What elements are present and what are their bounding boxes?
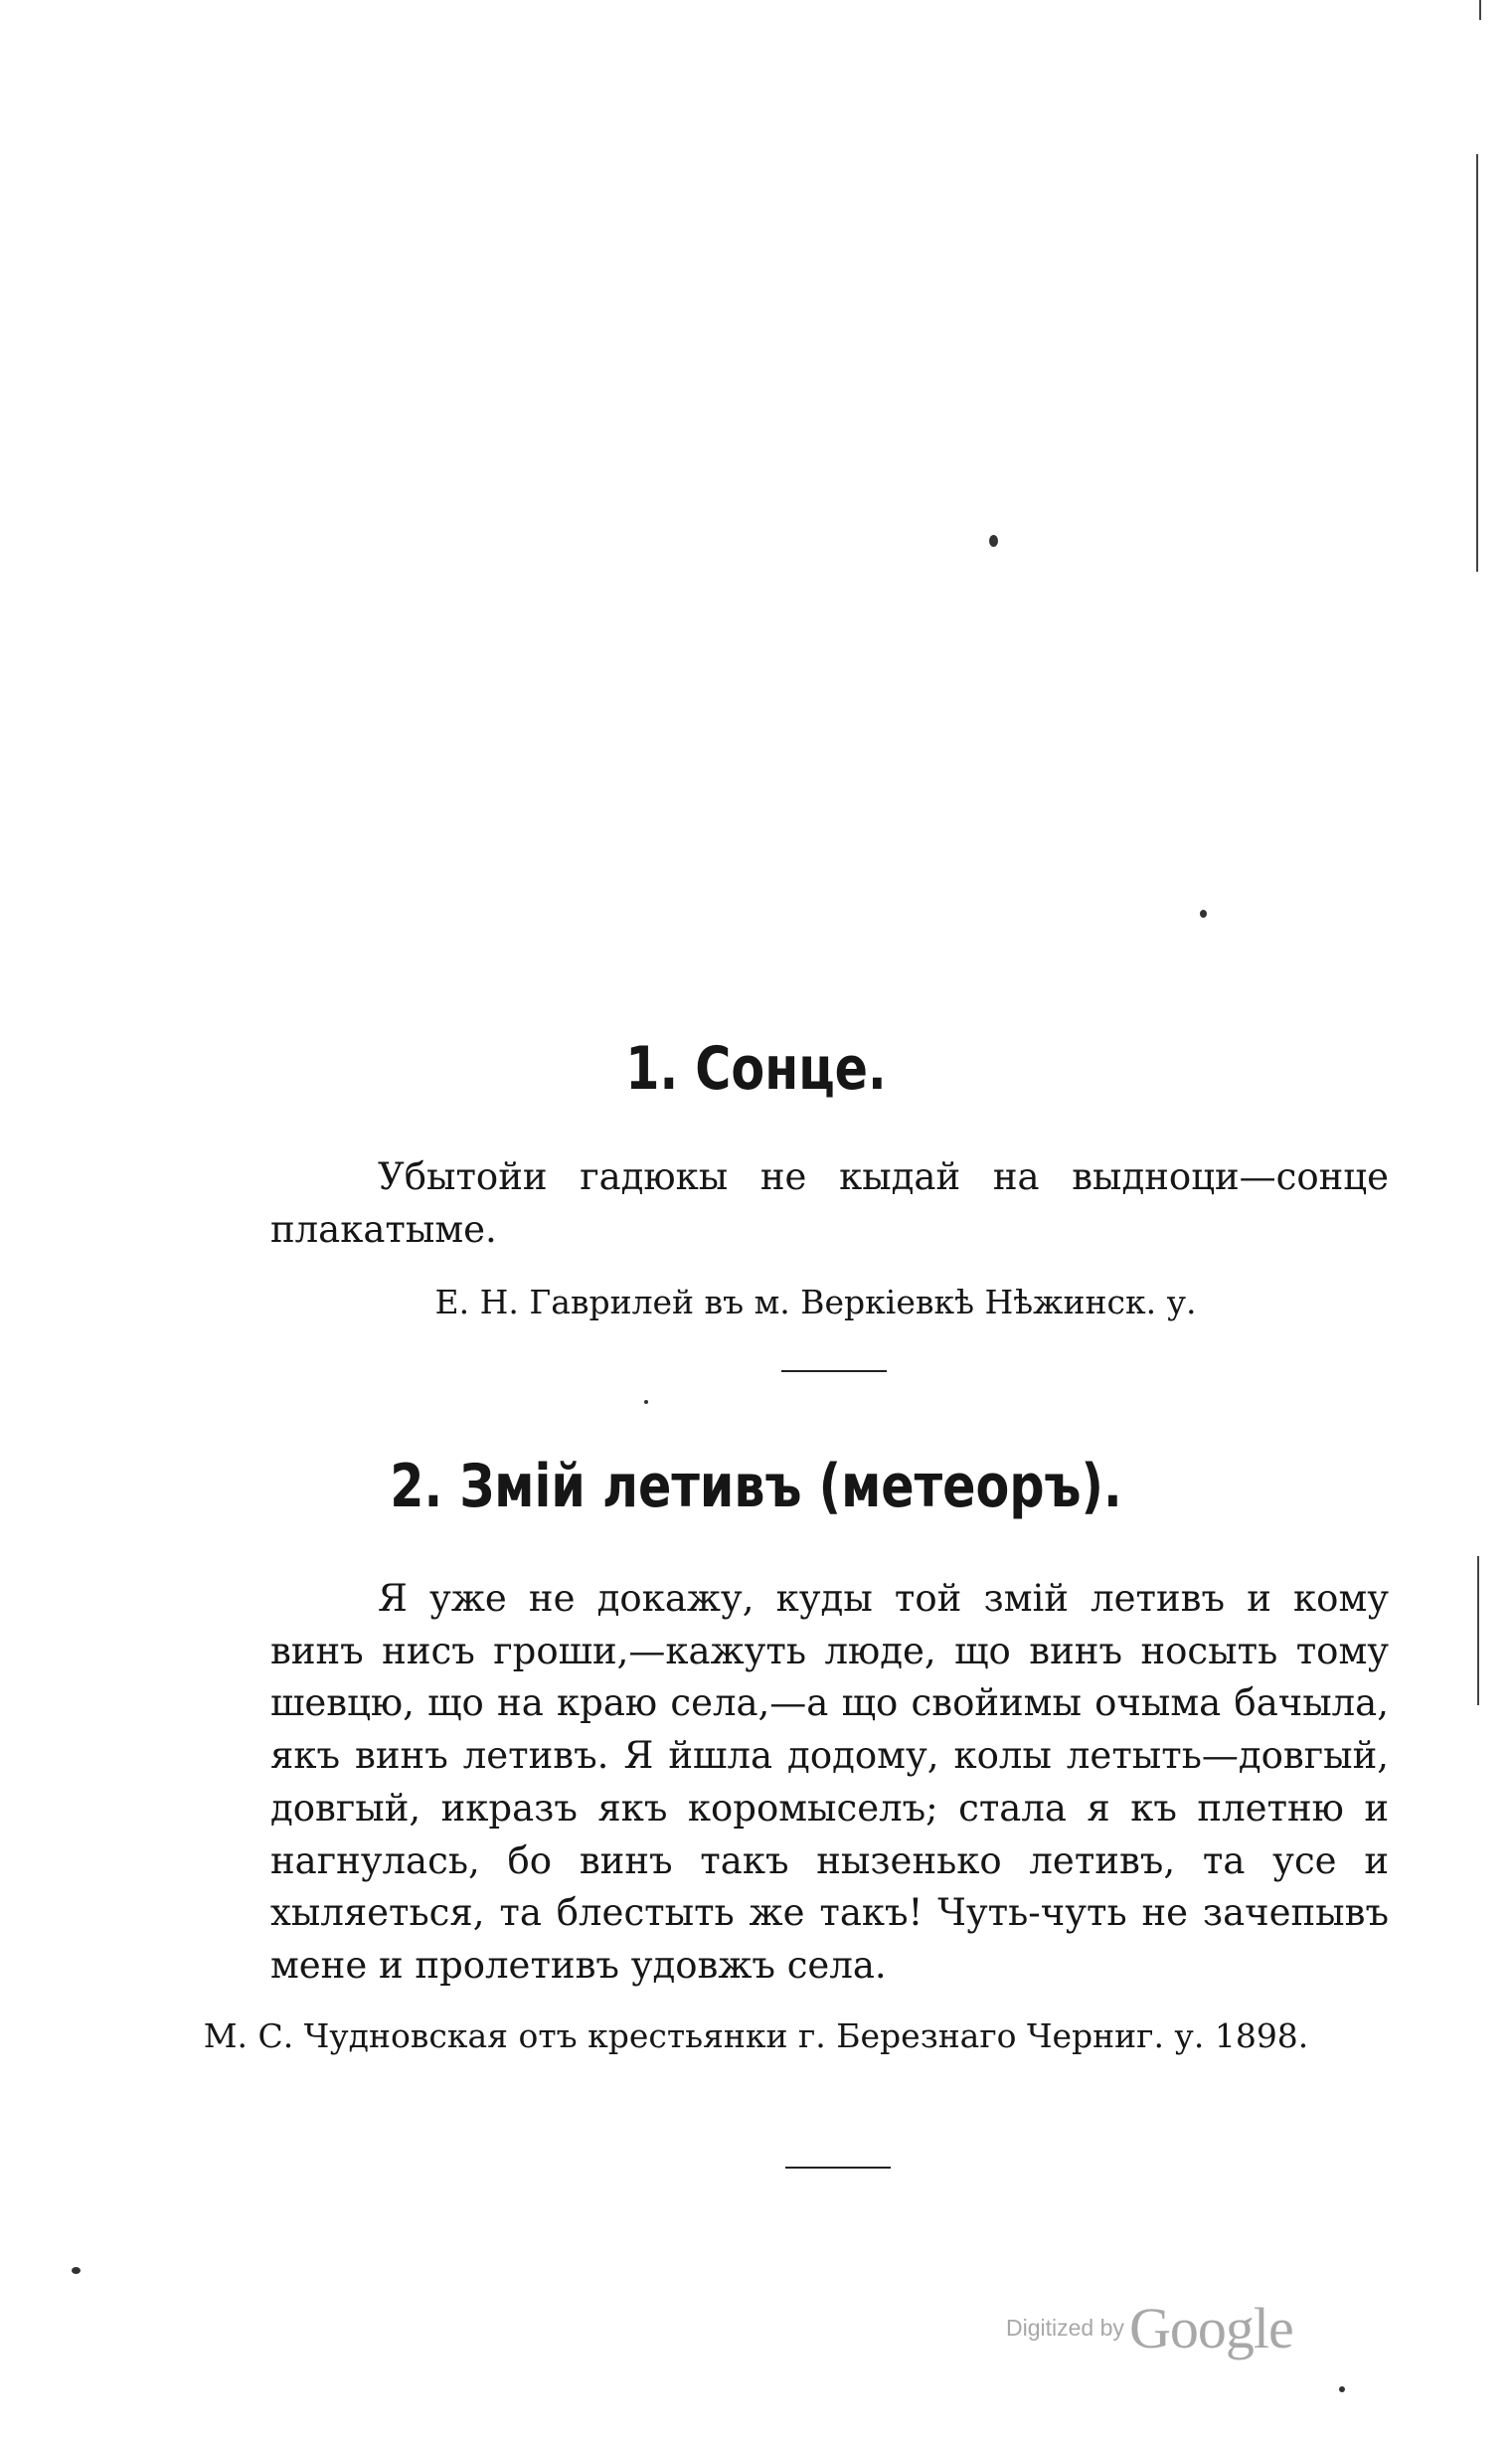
section-2-heading: 2. Змій летивъ (метеоръ). [390, 1452, 1122, 1521]
scan-edge-line [1476, 154, 1478, 572]
scan-edge-line [1477, 1556, 1479, 1705]
watermark-brand: Google [1128, 2296, 1293, 2360]
section-1-text: Убытойи гадюкы не кыдай на выдноци—сонце плакатыме. [270, 1155, 1389, 1251]
scan-speck [644, 1400, 648, 1404]
scan-speck [1200, 910, 1207, 918]
section-2-source: М. С. Чудновская отъ крестьянки г. Березнаго Черниг. у. 1898. [203, 2016, 1309, 2055]
section-2-text: Я уже не докажу, куды той змій летивъ и кому винъ нисъ гроши,—кажуть люде, що винъ носыть тому шевцю, що на краю села,—а що свойимы очыма бачыла, якъ винъ летивъ. Я йшла додому, колы летыть—довгый, довгый, икразъ якъ коромыселъ; стала я къ плетню и нагнулась, бо винъ такъ нызенько летивъ, та усе и хыляеться, та блестыть же такъ! Чуть-чуть не зачепывъ мене и пролетивъ удовжъ села. [270, 1577, 1389, 1987]
watermark-prefix: Digitized by [1006, 2315, 1124, 2341]
section-1-heading: 1. Сонце. [625, 1034, 887, 1104]
scan-speck [1339, 2386, 1345, 2392]
digitized-watermark [1006, 2295, 1293, 2361]
end-divider [785, 2167, 891, 2169]
section-1-source: Е. Н. Гаврилей въ м. Веркіевкѣ Нѣжинск. у. [434, 1283, 1197, 1321]
scan-edge-line [1479, 0, 1481, 20]
section-divider [781, 1370, 887, 1372]
scan-speck [72, 2267, 81, 2274]
scan-speck [989, 535, 998, 547]
